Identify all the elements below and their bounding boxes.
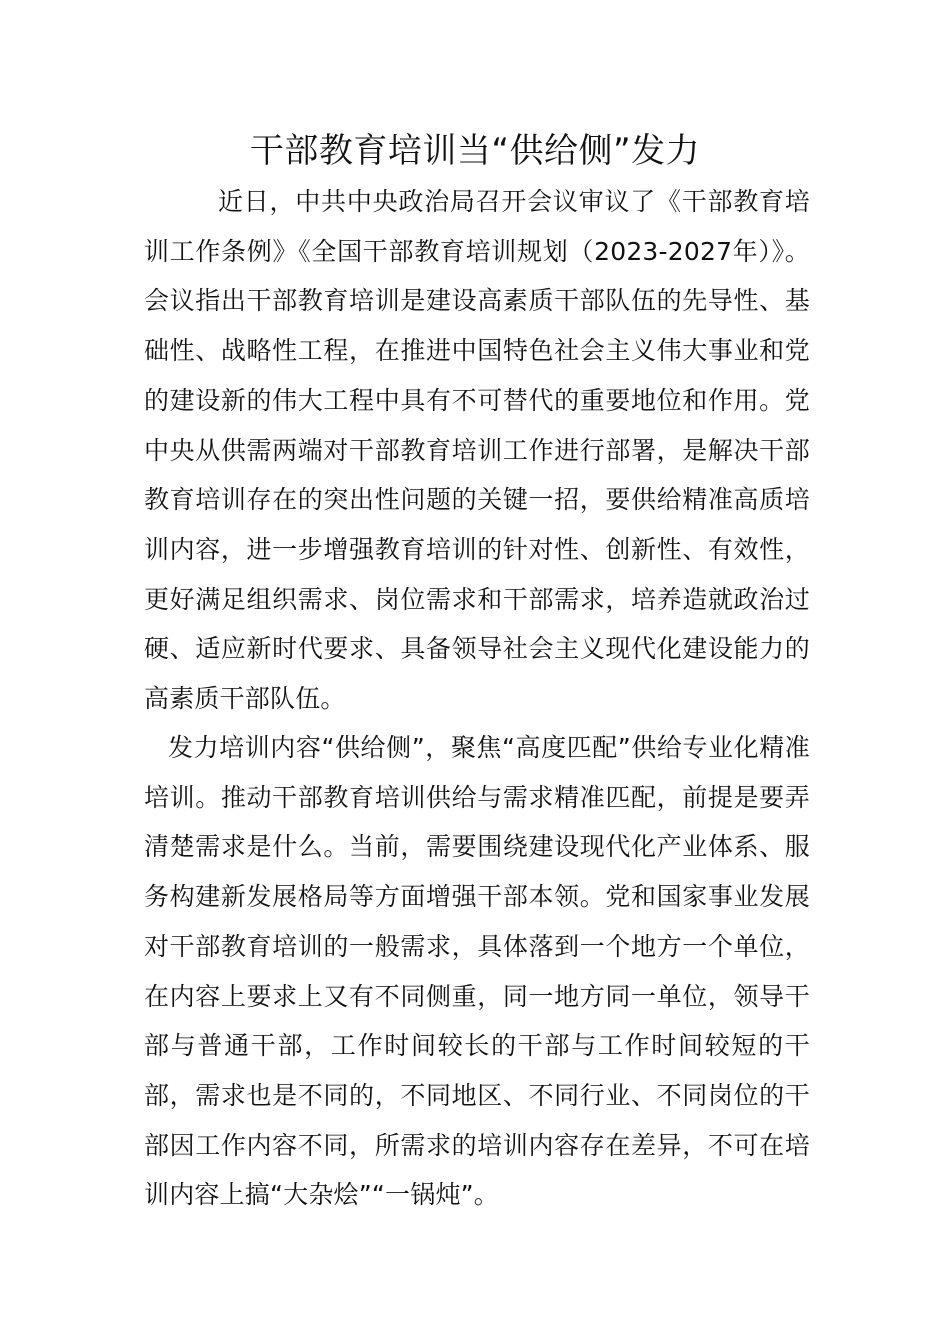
paragraph-2: 发力培训内容“供给侧”，聚焦“高度匹配”供给专业化精准培训。推动干部教育培训供给与需求精准匹配，前提是要弄清楚需求是什么。当前，需要围绕建设现代化产业体系、服务构建新发展格局等方面增强干部本领。党和国家事业发展对干部教育培训的一般需求，具体落到一个地方一个单位，在内容上要求上又有不同侧重，同一地方同一单位，领导干部与普通干部，工作时间较长的干部与工作时间较短的干部，需求也是不同的，不同地区、不同行业、不同岗位的干部因工作内容不同，所需求的培训内容存在差异，不可在培训内容上搞“大杂烩”“一锅炖”。: [144, 733, 810, 1210]
document-title: 干部教育培训当“供给侧”发力: [249, 131, 701, 171]
paragraph-1: 近日，中共中央政治局召开会议审议了《干部教育培训工作条例》《全国干部教育培训规划（2023-2027年）》。会议指出干部教育培训是建设高素质干部队伍的先导性、基础性、战略性工程，在推进中国特色社会主义伟大事业和党的建设新的伟大工程中具有不可替代的重要地位和作用。党中央从供需两端对干部教育培训工作进行部署，是解决干部教育培训存在的突出性问题的关键一招，要供给精准高质培训内容，进一步增强教育培训的针对性、创新性、有效性，更好满足组织需求、岗位需求和干部需求，培养造就政治过硬、适应新时代要求、具备领导社会主义现代化建设能力的高素质干部队伍。: [144, 187, 810, 714]
